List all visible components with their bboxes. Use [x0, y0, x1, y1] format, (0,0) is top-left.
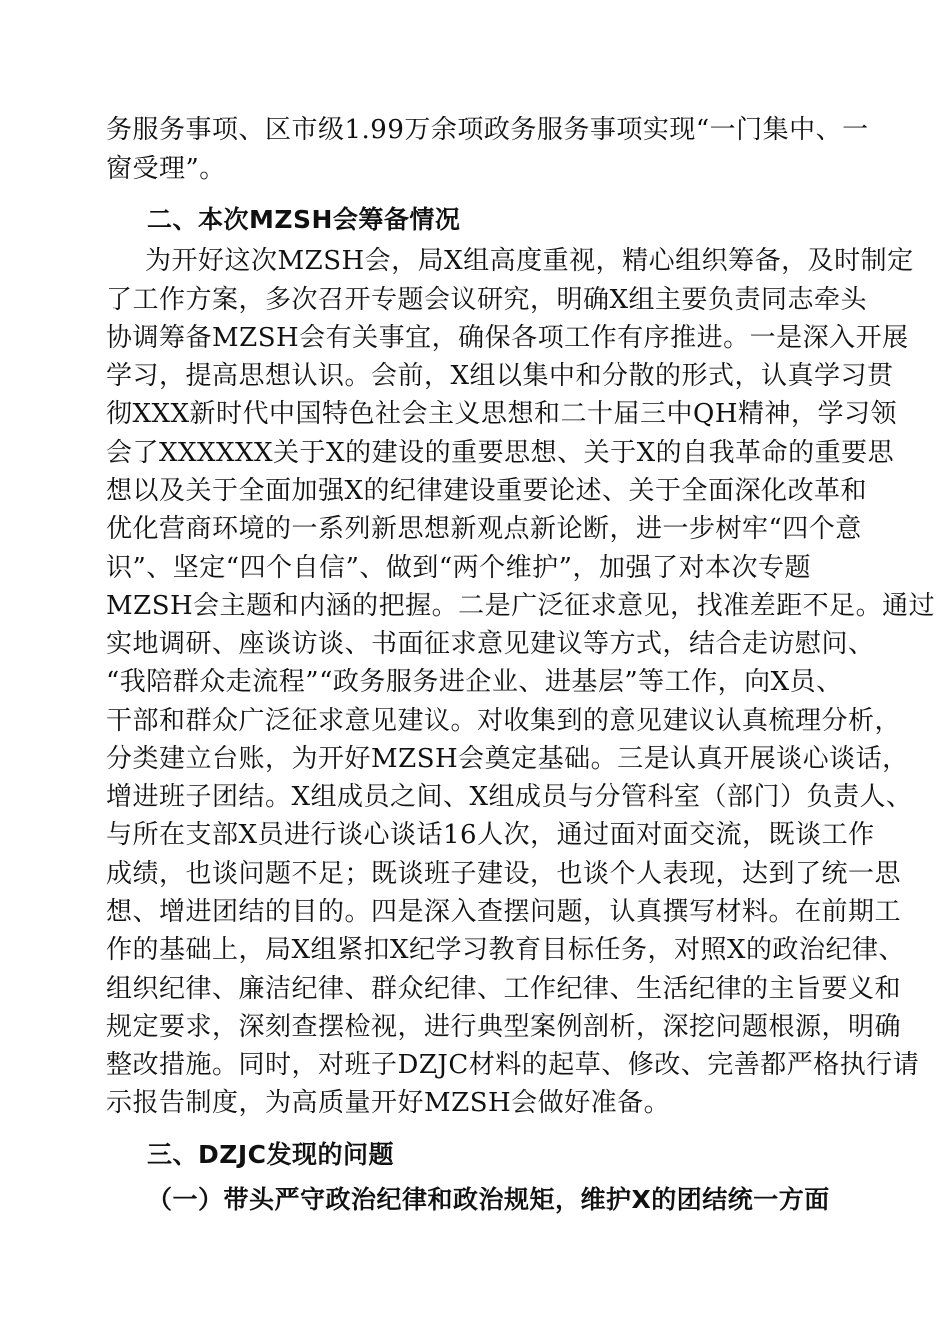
text-line: “我陪群众走流程”“政务服务进企业、进基层”等工作，向X员、 [106, 667, 843, 697]
section-heading: 二、本次MZSH会筹备情况 [147, 205, 461, 234]
text-line: 作的基础上，局X组紧扣X纪学习教育目标任务，对照X的政治纪律、 [106, 935, 906, 965]
text-line: 优化营商环境的一系列新思想新观点新论断，进一步树牢“四个意 [106, 514, 862, 544]
text-line: 示报告制度，为高质量开好MZSH会做好准备。 [106, 1088, 671, 1118]
text-line: 增进班子团结。X组成员之间、X组成员与分管科室（部门）负责人、 [106, 782, 913, 812]
text-line: 协调筹备MZSH会有关事宜，确保各项工作有序推进。一是深入开展 [106, 323, 909, 353]
text-line: 为开好这次MZSH会，局X组高度重视，精心组织筹备，及时制定 [145, 246, 914, 276]
text-line: 实地调研、座谈访谈、书面征求意见建议等方式，结合走访慰问、 [106, 629, 875, 659]
text-line: 成绩，也谈问题不足；既谈班子建设，也谈个人表现，达到了统一思 [106, 859, 902, 889]
text-line: 了工作方案，多次召开专题会议研究，明确X组主要负责同志牵头 [106, 285, 868, 315]
text-line: 想以及关于全面加强X的纪律建设重要论述、关于全面深化改革和 [106, 476, 868, 506]
text-line: 彻XXX新时代中国特色社会主义思想和二十届三中QH精神，学习领 [106, 399, 898, 429]
text-line: 窗受理”。 [106, 154, 226, 184]
text-line: MZSH会主题和内涵的把握。二是广泛征求意见，找准差距不足。通过 [106, 591, 936, 621]
section-heading: 三、DZJC发现的问题 [147, 1140, 395, 1169]
text-line: 分类建立台账，为开好MZSH会奠定基础。三是认真开展谈心谈话， [106, 744, 909, 774]
text-line: 务服务事项、区市级1.99万余项政务服务事项实现“一门集中、一 [106, 115, 869, 145]
text-line: 会了XXXXXX关于X的建设的重要思想、关于X的自我革命的重要思 [106, 438, 895, 468]
text-line: 规定要求，深刻查摆检视，进行典型案例剖析，深挖问题根源，明确 [106, 1012, 902, 1042]
text-line: 想、增进团结的目的。四是深入查摆问题，认真撰写材料。在前期工 [106, 897, 902, 927]
text-line: 识”、坚定“四个自信”、做到“两个维护”，加强了对本次专题 [106, 553, 811, 583]
text-line: 与所在支部X员进行谈心谈话16人次，通过面对面交流，既谈工作 [106, 820, 875, 850]
text-line: 整改措施。同时，对班子DZJC材料的起草、修改、完善都严格执行请 [106, 1050, 920, 1080]
subsection-heading: （一）带头严守政治纪律和政治规矩，维护X的团结统一方面 [147, 1185, 830, 1214]
text-line: 组织纪律、廉洁纪律、群众纪律、工作纪律、生活纪律的主旨要义和 [106, 974, 902, 1004]
text-line: 学习，提高思想认识。会前，X组以集中和分散的形式，认真学习贯 [106, 361, 894, 391]
text-line: 干部和群众广泛征求意见建议。对收集到的意见建议认真梳理分析， [106, 706, 902, 736]
